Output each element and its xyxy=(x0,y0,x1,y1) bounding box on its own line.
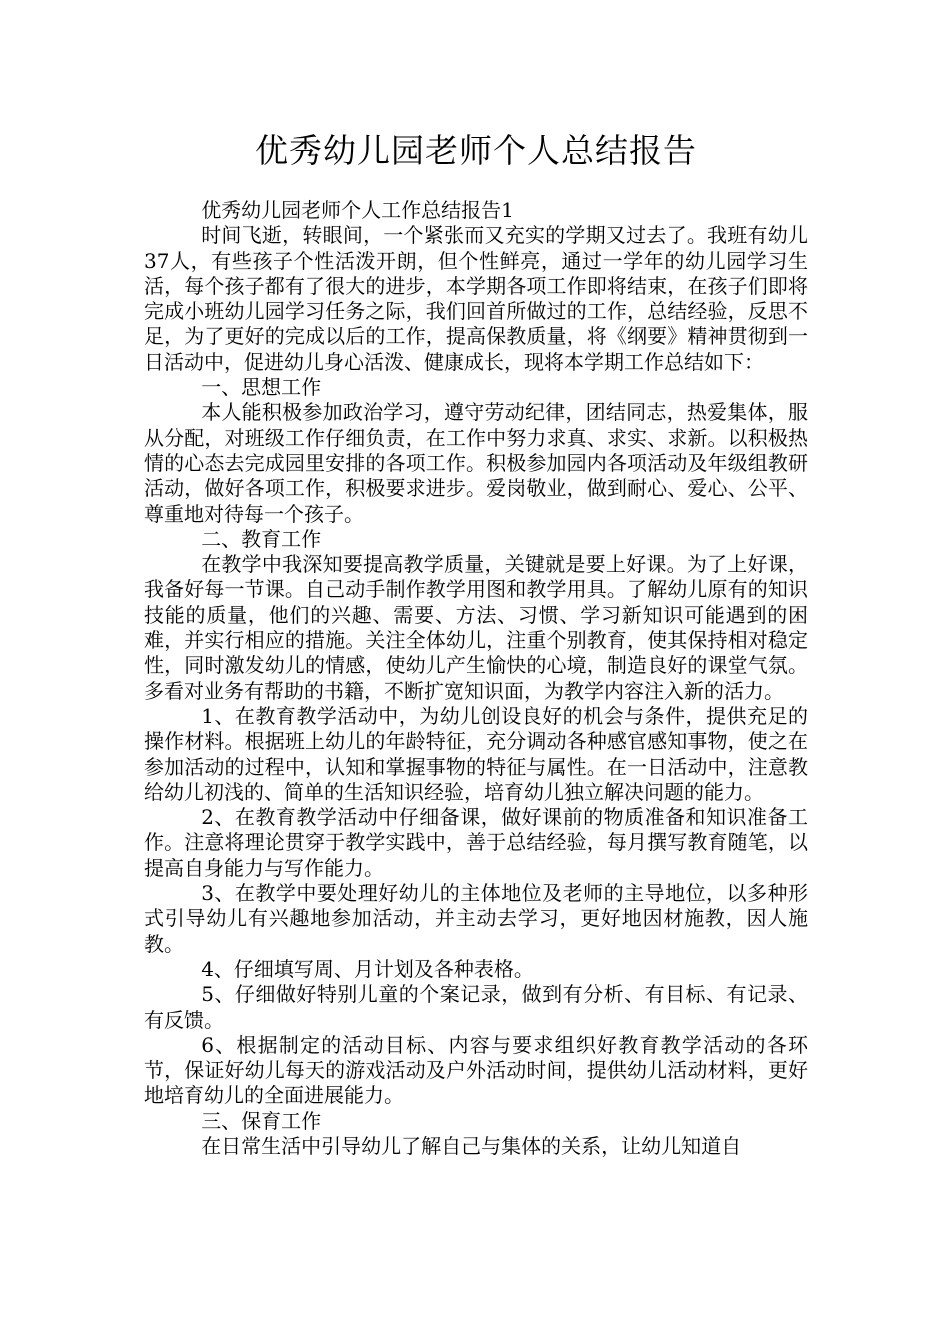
education-item-5: 5、仔细做好特别儿童的个案记录，做到有分析、有目标、有记录、有反馈。 xyxy=(144,982,808,1032)
section-heading-thought-work: 一、思想工作 xyxy=(201,375,322,400)
section-heading-care-work: 三、保育工作 xyxy=(201,1108,322,1133)
document-page xyxy=(144,120,808,1159)
thought-work-paragraph: 本人能积极参加政治学习，遵守劳动纪律，团结同志，热爱集体，服从分配，对班级工作仔细负责，在工作中努力求真、求实、求新。以积极热情的心态去完成园里安排的各项工作。积极参加园内各项活动及年级组教研活动，做好各项工作，积极要求进步。爱岗敬业，做到耐心、爱心、公平、尊重地对待每一个孩子。 xyxy=(144,400,808,526)
intro-paragraph: 时间飞逝，转眼间，一个紧张而又充实的学期又过去了。我班有幼儿37人，有些孩子个性活泼开朗，但个性鲜亮，通过一学年的幼儿园学习生活，每个孩子都有了很大的进步，本学期各项工作即将结束，在孩子们即将完成小班幼儿园学习任务之际，我们回首所做过的工作，总结经验，反思不足，为了更好的完成以后的工作，提高保教质量，将《纲要》精神贯彻到一日活动中，促进幼儿身心活泼、健康成长，现将本学期工作总结如下： xyxy=(144,223,808,374)
report-subtitle: 优秀幼儿园老师个人工作总结报告1 xyxy=(201,198,514,222)
education-item-1: 1、在教育教学活动中，为幼儿创设良好的机会与条件，提供充足的操作材料。根据班上幼儿的年龄特征，充分调动各种感官感知事物，使之在参加活动的过程中，认知和掌握事物的特征与属性。在一日活动中，注意教给幼儿初浅的、简单的生活知识经验，培育幼儿独立解决问题的能力。 xyxy=(144,703,808,804)
education-item-3: 3、在教学中要处理好幼儿的主体地位及老师的主导地位，以多种形式引导幼儿有兴趣地参加活动，并主动去学习，更好地因材施教，因人施教。 xyxy=(144,881,808,956)
education-item-4: 4、仔细填写周、月计划及各种表格。 xyxy=(201,956,534,981)
education-work-paragraph: 在教学中我深知要提高教学质量，关键就是要上好课。为了上好课，我备好每一节课。自己动手制作教学用图和教学用具。了解幼儿原有的知识技能的质量，他们的兴趣、需要、方法、习惯、学习新知识可能遇到的困难，并实行相应的措施。关注全体幼儿，注重个别教育，使其保持相对稳定性，同时激发幼儿的情感，使幼儿产生愉快的心境，制造良好的课堂气氛。多看对业务有帮助的书籍，不断扩宽知识面，为教学内容注入新的活力。 xyxy=(144,552,808,703)
section-heading-education-work: 二、教育工作 xyxy=(201,526,322,551)
document-body xyxy=(144,198,808,1159)
document-title: 优秀幼儿园老师个人总结报告 xyxy=(255,131,697,170)
education-item-6: 6、根据制定的活动目标、内容与要求组织好教育教学活动的各环节，保证好幼儿每天的游戏活动及户外活动时间，提供幼儿活动材料，更好地培育幼儿的全面进展能力。 xyxy=(144,1032,808,1108)
education-item-2: 2、在教育教学活动中仔细备课，做好课前的物质准备和知识准备工作。注意将理论贯穿于教学实践中，善于总结经验，每月撰写教育随笔，以提高自身能力与写作能力。 xyxy=(144,805,808,880)
care-work-paragraph: 在日常生活中引导幼儿了解自己与集体的关系，让幼儿知道自 xyxy=(201,1133,742,1158)
